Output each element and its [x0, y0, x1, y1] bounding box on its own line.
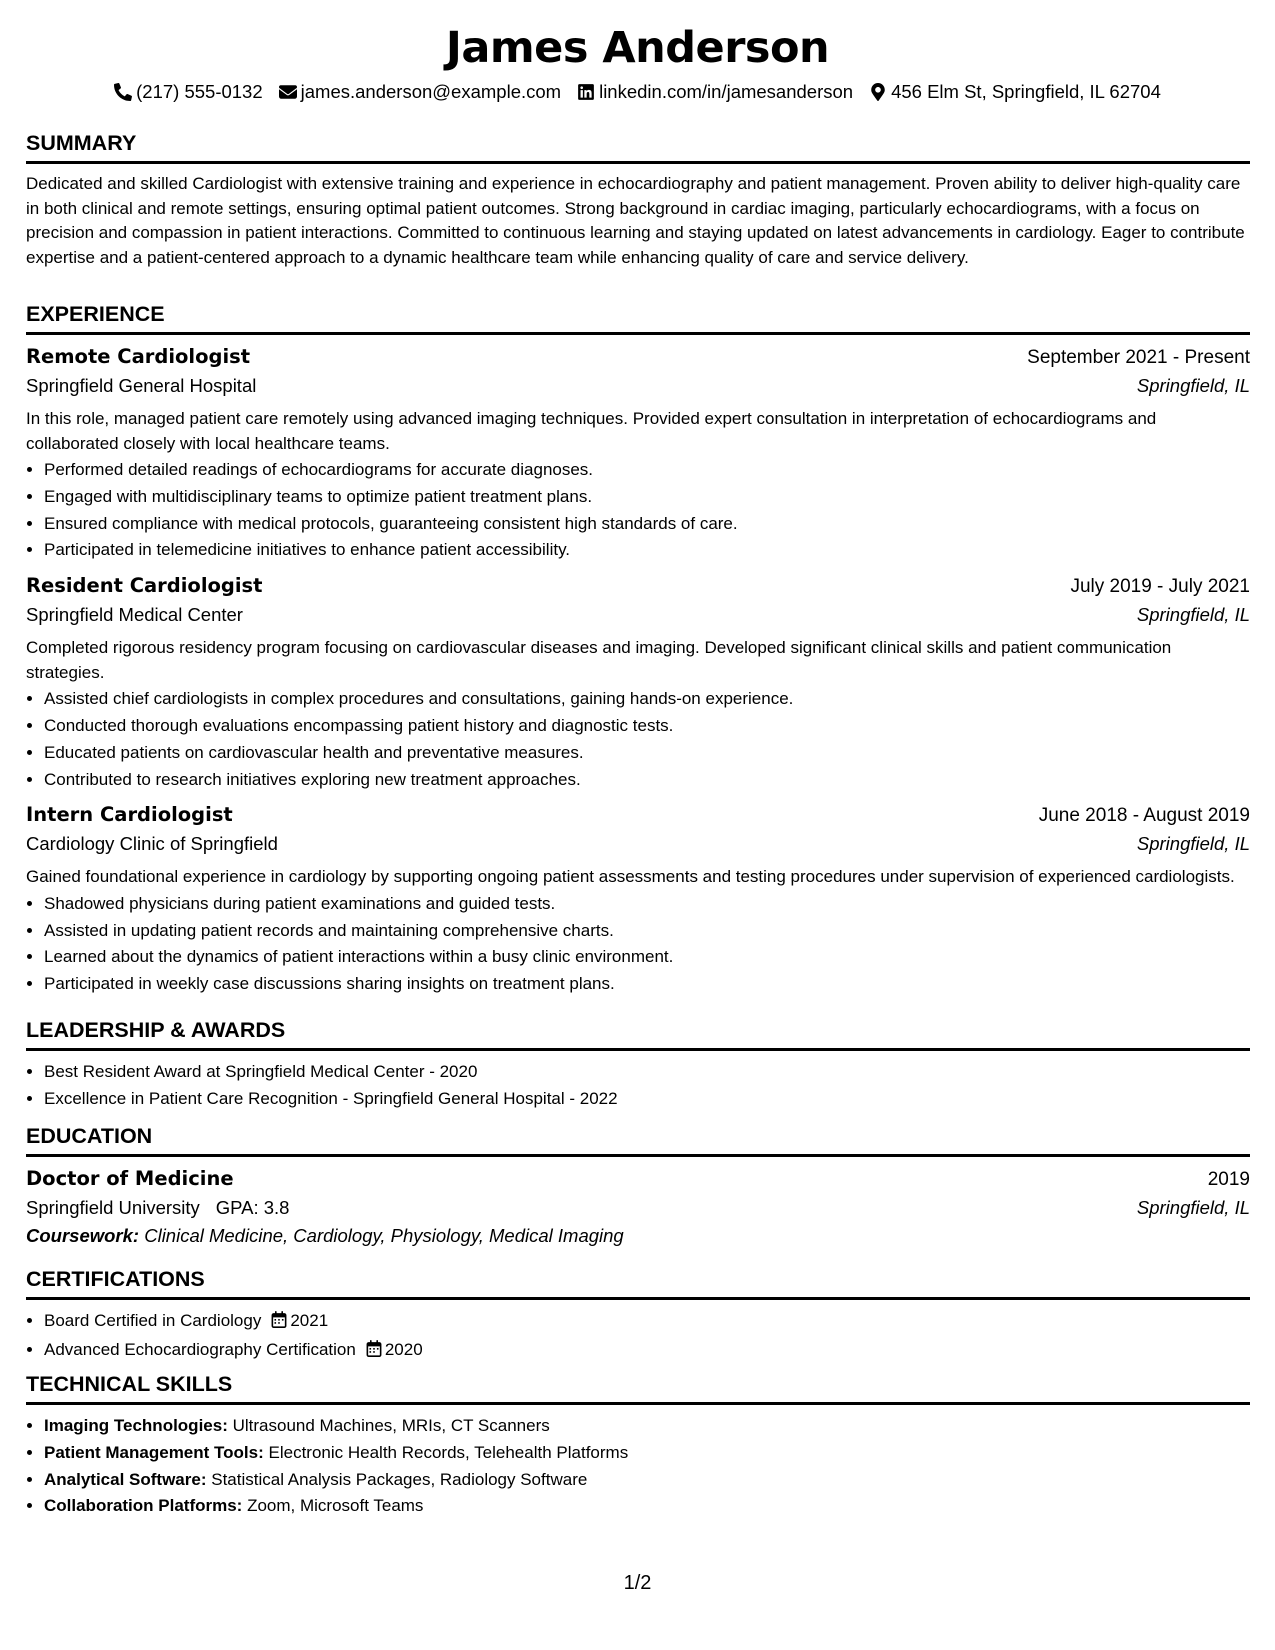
job-sub	[26, 830, 1250, 858]
education-head	[26, 1165, 1250, 1194]
job-bullets	[26, 686, 1250, 793]
jobs-list	[26, 343, 1250, 998]
job-organization: Springfield Medical Center	[26, 604, 243, 626]
address-text: 456 Elm St, Springfield, IL 62704	[891, 81, 1161, 102]
skill-label: Analytical Software:	[44, 1469, 207, 1489]
skill-value: Statistical Analysis Packages, Radiology Software	[211, 1469, 588, 1489]
envelope-icon	[279, 83, 297, 101]
section-title-experience: EXPERIENCE	[26, 301, 1250, 335]
job-title: Resident Cardiologist	[26, 574, 263, 598]
calendar-icon	[271, 1310, 287, 1337]
job-bullet: • Participated in weekly case discussions sharing insights on treatment plans.	[44, 971, 1250, 998]
skill-label: Patient Management Tools:	[44, 1442, 264, 1462]
phone-text: (217) 555-0132	[136, 81, 263, 102]
job-title: Intern Cardiologist	[26, 803, 233, 827]
job-bullet: • Participated in telemedicine initiatives to enhance patient accessibility.	[44, 537, 1250, 564]
certification-item	[44, 1308, 1250, 1337]
certification-item	[44, 1337, 1250, 1366]
contact-email[interactable]	[279, 80, 561, 104]
phone-icon	[114, 83, 132, 101]
certification-year: 2020	[384, 1339, 423, 1359]
job-dates: July 2019 - July 2021	[1070, 576, 1250, 598]
certifications-section	[26, 1266, 1250, 1366]
job-entry	[26, 343, 1250, 564]
contact-phone[interactable]	[114, 80, 263, 104]
education-school-line	[26, 1194, 289, 1222]
job-entry	[26, 572, 1250, 793]
job-bullet: • Ensured compliance with medical protocols, guaranteeing consistent high standards of care.	[44, 511, 1250, 538]
skill-label: Collaboration Platforms:	[44, 1496, 243, 1516]
job-description: Gained foundational experience in cardiology by supporting ongoing patient assessments and testing procedures under supervision of experienced cardiologists.	[26, 867, 1235, 887]
awards-list	[26, 1059, 1250, 1113]
coursework-list: Clinical Medicine, Cardiology, Physiology, Medical Imaging	[144, 1225, 624, 1246]
calendar-icon	[366, 1339, 382, 1366]
awards-section	[26, 1017, 1250, 1113]
award-item: • Excellence in Patient Care Recognition - Springfield General Hospital - 2022	[44, 1086, 1250, 1113]
job-dates: September 2021 - Present	[1027, 347, 1250, 368]
skill-item	[44, 1413, 1250, 1440]
skill-item	[44, 1440, 1250, 1467]
job-bullet: • Assisted chief cardiologists in complex procedures and consultations, gaining hands-on experience.	[44, 686, 1250, 713]
linkedin-text: linkedin.com/in/jamesanderson	[599, 81, 854, 102]
skill-label: Imaging Technologies:	[44, 1416, 228, 1435]
gpa: GPA: 3.8	[215, 1197, 290, 1218]
job-head	[26, 343, 1250, 372]
map-marker-icon	[869, 83, 887, 101]
job-bullet: • Engaged with multidisciplinary teams to optimize patient treatment plans.	[44, 484, 1250, 511]
job-sub	[26, 601, 1250, 629]
degree-title: Doctor of Medicine	[26, 1167, 234, 1190]
education-sub	[26, 1194, 1250, 1222]
job-entry	[26, 801, 1250, 998]
education-location: Springfield, IL	[1136, 1197, 1250, 1218]
job-bullet: • Performed detailed readings of echocardiograms for accurate diagnoses.	[44, 457, 1250, 484]
job-location: Springfield, IL	[1136, 604, 1250, 626]
job-bullet: • Contributed to research initiatives exploring new treatment approaches.	[44, 767, 1250, 794]
page-number: 1/2	[623, 1572, 652, 1594]
job-organization: Springfield General Hospital	[26, 375, 257, 396]
section-title-education: EDUCATION	[26, 1123, 1250, 1157]
job-head	[26, 572, 1250, 601]
contact-linkedin[interactable]	[577, 80, 853, 104]
skill-value: Ultrasound Machines, MRIs, CT Scanners	[232, 1416, 550, 1435]
experience-section	[26, 301, 1250, 1006]
skills-section	[26, 1371, 1250, 1520]
education-year: 2019	[1207, 1169, 1250, 1190]
section-title-summary: SUMMARY	[26, 130, 1250, 164]
coursework-label: Coursework:	[26, 1225, 140, 1246]
job-description: Completed rigorous residency program focusing on cardiovascular diseases and imaging. Developed significant clinical skills and patient communication strategies.	[26, 638, 1172, 682]
job-sub	[26, 372, 1250, 400]
job-bullet: • Assisted in updating patient records and maintaining comprehensive charts.	[44, 918, 1250, 945]
skill-item	[44, 1467, 1250, 1494]
job-location: Springfield, IL	[1136, 375, 1250, 396]
job-organization: Cardiology Clinic of Springfield	[26, 833, 278, 855]
award-item: • Best Resident Award at Springfield Medical Center - 2020	[44, 1059, 1250, 1086]
contact-bar	[0, 80, 1275, 104]
certification-year: 2021	[290, 1311, 329, 1330]
summary-section	[26, 130, 1250, 270]
job-title: Remote Cardiologist	[26, 345, 251, 368]
section-title-skills: TECHNICAL SKILLS	[26, 1371, 1250, 1405]
job-description: In this role, managed patient care remotely using advanced imaging techniques. Provided expert consultation in interpretation of echocardiograms and collaborated closely with local healthcare teams.	[26, 409, 1157, 453]
skill-item	[44, 1493, 1250, 1520]
skill-value: Zoom, Microsoft Teams	[247, 1496, 424, 1516]
email-text: james.anderson@example.com	[300, 81, 562, 102]
school-name: Springfield University	[26, 1197, 200, 1218]
job-bullet: • Conducted thorough evaluations encompassing patient history and diagnostic tests.	[44, 713, 1250, 740]
coursework	[26, 1222, 1250, 1250]
job-head	[26, 801, 1250, 830]
summary-text: Dedicated and skilled Cardiologist with extensive training and experience in echocardiography and patient management. Proven ability to deliver high-quality care in both clinical and remote settings, ensuring optimal patient outcomes. Strong background in cardiac imaging, particularly echocardiograms, with a focus on precision and compassion in patient interactions. Committed to continuous learning and staying updated on latest advancements in cardiology. Eager to contribute expertise and a patient-centered approach to a dynamic healthcare team while enhancing quality of care and service delivery.	[26, 174, 1245, 267]
job-bullet: • Learned about the dynamics of patient interactions within a busy clinic environment.	[44, 944, 1250, 971]
education-section	[26, 1123, 1250, 1250]
skill-value: Electronic Health Records, Telehealth Platforms	[268, 1442, 629, 1462]
certification-name: Board Certified in Cardiology	[44, 1311, 262, 1330]
job-bullets	[26, 891, 1250, 998]
certifications-list	[26, 1308, 1250, 1366]
job-bullet: • Shadowed physicians during patient examinations and guided tests.	[44, 891, 1250, 918]
job-dates: June 2018 - August 2019	[1038, 805, 1250, 827]
job-location: Springfield, IL	[1136, 833, 1250, 855]
job-bullet: • Educated patients on cardiovascular health and preventative measures.	[44, 740, 1250, 767]
certification-name: Advanced Echocardiography Certification	[44, 1339, 356, 1359]
section-title-certifications: CERTIFICATIONS	[26, 1266, 1250, 1300]
linkedin-icon	[577, 83, 595, 101]
candidate-name: James Anderson	[445, 23, 830, 73]
section-title-awards: LEADERSHIP & AWARDS	[26, 1017, 1250, 1051]
contact-address	[869, 80, 1161, 104]
job-bullets	[26, 457, 1250, 564]
skills-list	[26, 1413, 1250, 1520]
